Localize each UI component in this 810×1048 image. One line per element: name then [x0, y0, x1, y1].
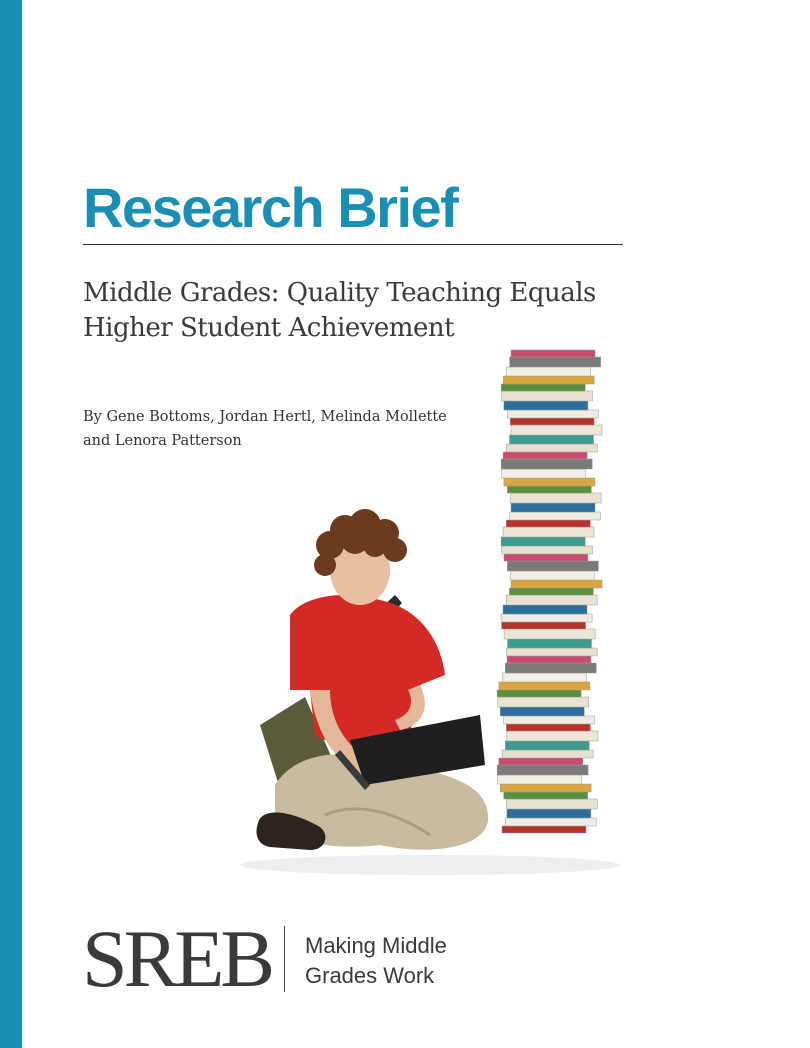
book: [499, 682, 590, 690]
tagline-line-1: Making Middle: [305, 933, 447, 958]
book: [510, 357, 601, 367]
book: [502, 750, 593, 758]
book: [499, 758, 583, 765]
book: [508, 639, 592, 648]
footer-divider: [284, 926, 285, 992]
boy-figure: [257, 509, 489, 850]
book: [502, 391, 593, 401]
subtitle-line-1: Middle Grades: Quality Teaching Equals: [83, 278, 596, 308]
document-title: Research Brief: [83, 176, 458, 239]
book: [497, 765, 588, 775]
book: [504, 716, 595, 724]
book: [504, 478, 595, 486]
author-line-1: By Gene Bottoms, Jordan Hertl, Melinda Mollette: [83, 409, 447, 425]
book: [509, 588, 593, 595]
book: [506, 724, 590, 731]
book: [507, 410, 598, 418]
book: [502, 546, 593, 554]
book: [507, 367, 591, 376]
book: [507, 809, 591, 818]
book: [507, 561, 598, 571]
book: [501, 459, 592, 469]
book: [503, 527, 594, 537]
book: [502, 469, 586, 478]
book: [505, 741, 589, 750]
cover-photo: [230, 345, 650, 885]
book: [506, 799, 597, 809]
book: [504, 401, 588, 410]
book: [497, 690, 581, 697]
book: [506, 648, 597, 656]
book: [501, 384, 585, 391]
book: [503, 452, 587, 459]
book: [505, 663, 596, 673]
book: [507, 656, 591, 663]
book: [511, 580, 602, 588]
book: [510, 493, 601, 503]
book: [510, 418, 594, 425]
book: [498, 697, 589, 707]
book: [502, 622, 586, 629]
book: [511, 350, 595, 357]
book: [504, 554, 588, 561]
side-accent-bar: [0, 0, 22, 1048]
book: [511, 425, 602, 435]
document-subtitle: [83, 276, 643, 346]
book: [504, 629, 595, 639]
sreb-logo: SREB: [82, 913, 272, 1004]
footer-tagline: [305, 931, 447, 991]
book: [511, 503, 595, 512]
book: [501, 614, 592, 622]
book: [510, 571, 594, 580]
book: [507, 731, 598, 741]
tagline-line-2: Grades Work: [305, 963, 435, 988]
book: [510, 435, 594, 444]
book: [500, 707, 584, 716]
book: [506, 444, 597, 452]
book: [505, 818, 596, 826]
book: [503, 605, 587, 614]
book: [501, 537, 585, 546]
floor-shadow: [240, 855, 620, 875]
book: [504, 792, 588, 799]
book: [502, 673, 586, 682]
author-line-2: and Lenora Patterson: [83, 433, 242, 449]
book: [506, 520, 590, 527]
book-stack: [497, 350, 602, 833]
book: [502, 826, 586, 833]
book: [507, 486, 591, 493]
subtitle-line-2: Higher Student Achievement: [83, 313, 455, 343]
book: [503, 376, 594, 384]
book: [498, 775, 582, 784]
book: [506, 595, 597, 605]
book: [510, 512, 601, 520]
title-divider: [83, 244, 623, 245]
book: [500, 784, 591, 792]
